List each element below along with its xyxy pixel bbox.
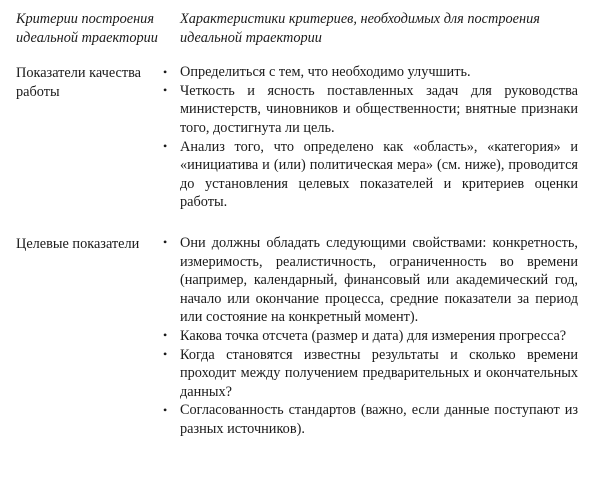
bullet-list: [163, 63, 578, 212]
bullet-list: [163, 234, 578, 439]
list-item: [163, 327, 578, 346]
row-content-performance-indicators: [163, 63, 578, 234]
row-label-target-indicators: Целевые показатели: [16, 235, 140, 252]
list-item-text: • Какова точка отсчета (размер и дата) для измерения прогресса?: [180, 327, 567, 344]
table-row: [16, 63, 578, 234]
list-item: [163, 401, 578, 438]
list-item: [163, 82, 578, 138]
criteria-table: [16, 10, 578, 438]
list-item-text: • Определиться с тем, что необходимо улучшить.: [180, 64, 471, 81]
list-item: [163, 234, 578, 327]
list-item: [163, 138, 578, 212]
table-row: [16, 234, 578, 439]
row-label-performance-indicators: Показатели качества работы: [16, 65, 142, 100]
list-item-text: • Они должны обладать следующими свойствами: конкретность, измеримость, реалистичность, ограниченность во времени (например, календарный, финансовый или академический год, начало или окончание процесса, средние показатели за период или состояние на конкретный момент).: [180, 234, 578, 326]
list-item-text: • Четкость и ясность поставленных задач для руководства министерств, чиновников и общественности; внятные признаки того, достигнута ли цель.: [180, 82, 578, 136]
list-item: [163, 346, 578, 402]
column-header-characteristics: Характеристики критериев, необходимых для построения идеальной траектории: [180, 11, 540, 46]
list-item: [163, 63, 578, 82]
table-header: [16, 10, 578, 63]
list-item-text: • Согласованность стандартов (важно, если данные поступают из разных источников).: [180, 402, 578, 437]
table-body: [16, 63, 578, 438]
table-header-row: [16, 10, 578, 63]
list-item-text: • Когда становятся известны результаты и сколько времени проходит между получением предварительных и окончательных данных?: [180, 346, 578, 400]
column-header-criteria: Критерии построения идеальной траектории: [16, 11, 158, 46]
row-content-target-indicators: [163, 234, 578, 439]
list-item-text: • Анализ того, что определено как «область», «категория» и «инициатива и (или) политическая мера» (см. ниже), проводится до установления целевых показателей и критериев оценки работы.: [180, 138, 578, 211]
